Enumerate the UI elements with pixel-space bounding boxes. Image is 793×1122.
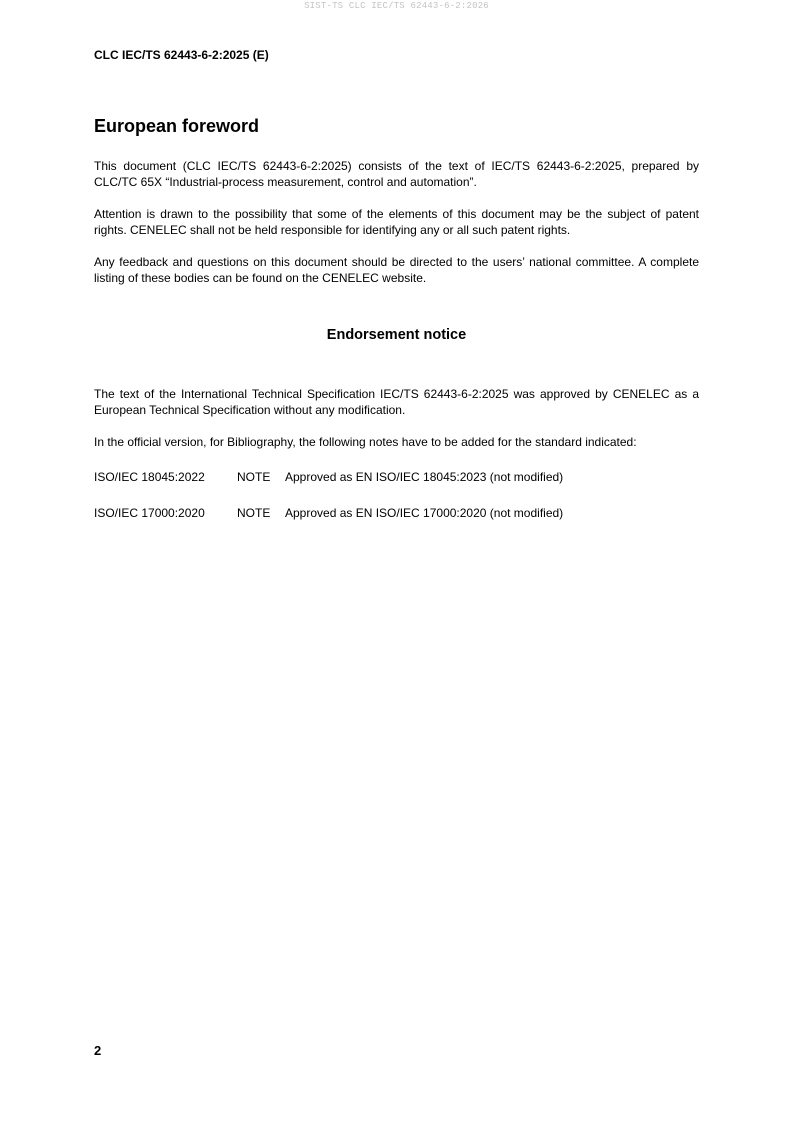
page-number: 2 (94, 1043, 102, 1058)
endorsement-paragraph: The text of the International Technical Specification IEC/TS 62443-6-2:2025 was approved by CENELEC as a European Technical Specification without any modification. (94, 387, 699, 417)
endorsement-paragraph: In the official version, for Bibliography, the following notes have to be added for the standard indicated: (94, 435, 637, 449)
document-identifier: CLC IEC/TS 62443-6-2:2025 (E) (94, 48, 269, 62)
note-standard: ISO/IEC 18045:2022 (94, 470, 205, 484)
foreword-paragraph: Any feedback and questions on this document should be directed to the users’ national committee. A complete listing of these bodies can be found on the CENELEC website. (94, 255, 699, 285)
note-text: Approved as EN ISO/IEC 17000:2020 (not modified) (285, 506, 564, 520)
foreword-paragraph: This document (CLC IEC/TS 62443-6-2:2025) consists of the text of IEC/TS 62443-6-2:2025, prepared by CLC/TC 65X “Industrial-process measurement, control and automation”. (94, 159, 699, 189)
foreword-title: European foreword (94, 116, 260, 136)
note-text: Approved as EN ISO/IEC 18045:2023 (not modified) (285, 470, 564, 484)
note-label: NOTE (237, 506, 271, 520)
endorsement-title: Endorsement notice (326, 327, 467, 343)
note-standard: ISO/IEC 17000:2020 (94, 506, 205, 520)
note-label: NOTE (237, 470, 271, 484)
foreword-paragraph: Attention is drawn to the possibility that some of the elements of this document may be the subject of patent rights. CENELEC shall not be held responsible for identifying any or all such patent rights. (94, 207, 699, 237)
watermark-text: SIST-TS CLC IEC/TS 62443-6-2:2026 (304, 1, 489, 11)
